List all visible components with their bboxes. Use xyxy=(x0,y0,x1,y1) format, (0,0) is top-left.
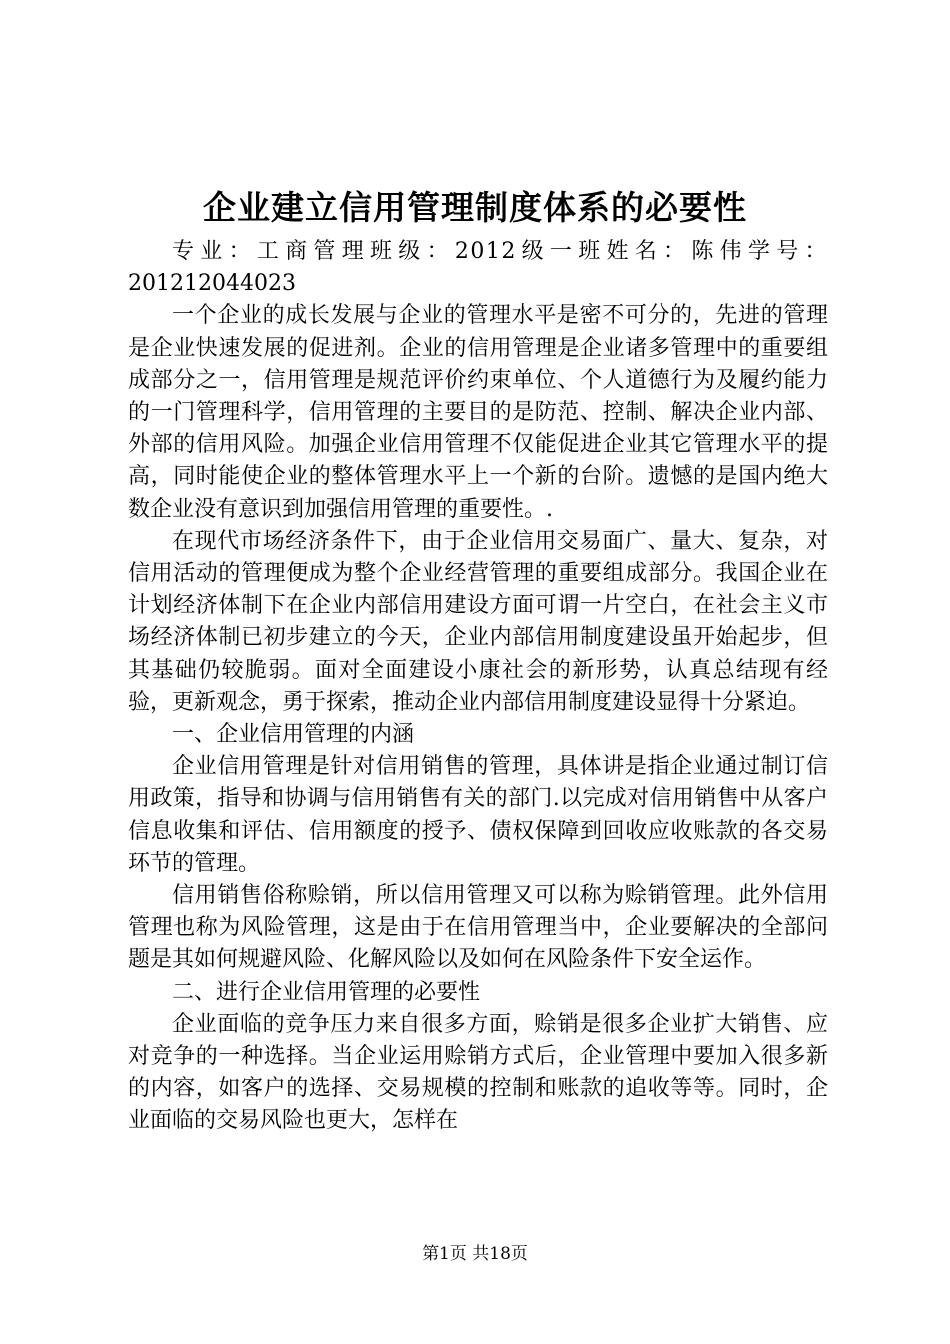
paragraph-competition: 企业面临的竞争压力来自很多方面，赊销是很多企业扩大销售、应对竞争的一种选择。当企业运用赊销方式后，企业管理中要加入很多新的内容，如客户的选择、交易规模的控制和账款的追收等等。同时，企业面临的交易风险也更大，怎样在 xyxy=(128,1011,828,1134)
paragraph-credit-sales: 信用销售俗称赊销，所以信用管理又可以称为赊销管理。此外信用管理也称为风险管理，这是由于在信用管理当中，企业要解决的全部问题是其如何规避风险、化解风险以及如何在风险条件下安全运作。 xyxy=(128,883,828,973)
author-info-text: 专业：工商管理班级：2012级一班姓名：陈伟学号： xyxy=(172,239,828,264)
paragraph-definition: 企业信用管理是针对信用销售的管理，具体讲是指企业通过制订信用政策，指导和协调与信用销售有关的部门.以完成对信用销售中从客户信息收集和评估、信用额度的授予、债权保障到回收应收账款的各交易环节的管理。 xyxy=(128,754,828,876)
document-body xyxy=(128,236,828,1138)
section-heading-connotation: 一、企业信用管理的内涵 xyxy=(172,722,415,748)
paragraph-market-economy: 在现代市场经济条件下，由于企业信用交易面广、量大、复杂，对信用活动的管理便成为整个企业经营管理的重要组成部分。我国企业在计划经济体制下在企业内部信用建设方面可谓一片空白，在社会主义市场经济体制已初步建立的今天，企业内部信用制度建设虽开始起步，但其基础仍较脆弱。面对全面建设小康社会的新形势，认真总结现有经验，更新观念，勇于探索，推动企业内部信用制度建设显得十分紧迫。 xyxy=(128,528,828,715)
section-heading-necessity: 二、进行企业信用管理的必要性 xyxy=(172,979,481,1005)
author-info-line xyxy=(128,236,828,300)
student-id: 201212044023 xyxy=(128,271,296,297)
document-title: 企业建立信用管理制度体系的必要性 xyxy=(203,188,747,227)
page-number-footer: 第1页 共18页 xyxy=(422,1244,528,1264)
paragraph-intro: 一个企业的成长发展与企业的管理水平是密不可分的，先进的管理是企业快速发展的促进剂。企业的信用管理是企业诸多管理中的重要组成部分之一，信用管理是规范评价约束单位、个人道德行为及履约能力的一门管理科学，信用管理的主要目的是防范、控制、解决企业内部、外部的信用风险。加强企业信用管理不仅能促进企业其它管理水平的提高，同时能使企业的整体管理水平上一个新的台阶。遗憾的是国内绝大数企业没有意识到加强信用管理的重要性。. xyxy=(128,303,828,522)
